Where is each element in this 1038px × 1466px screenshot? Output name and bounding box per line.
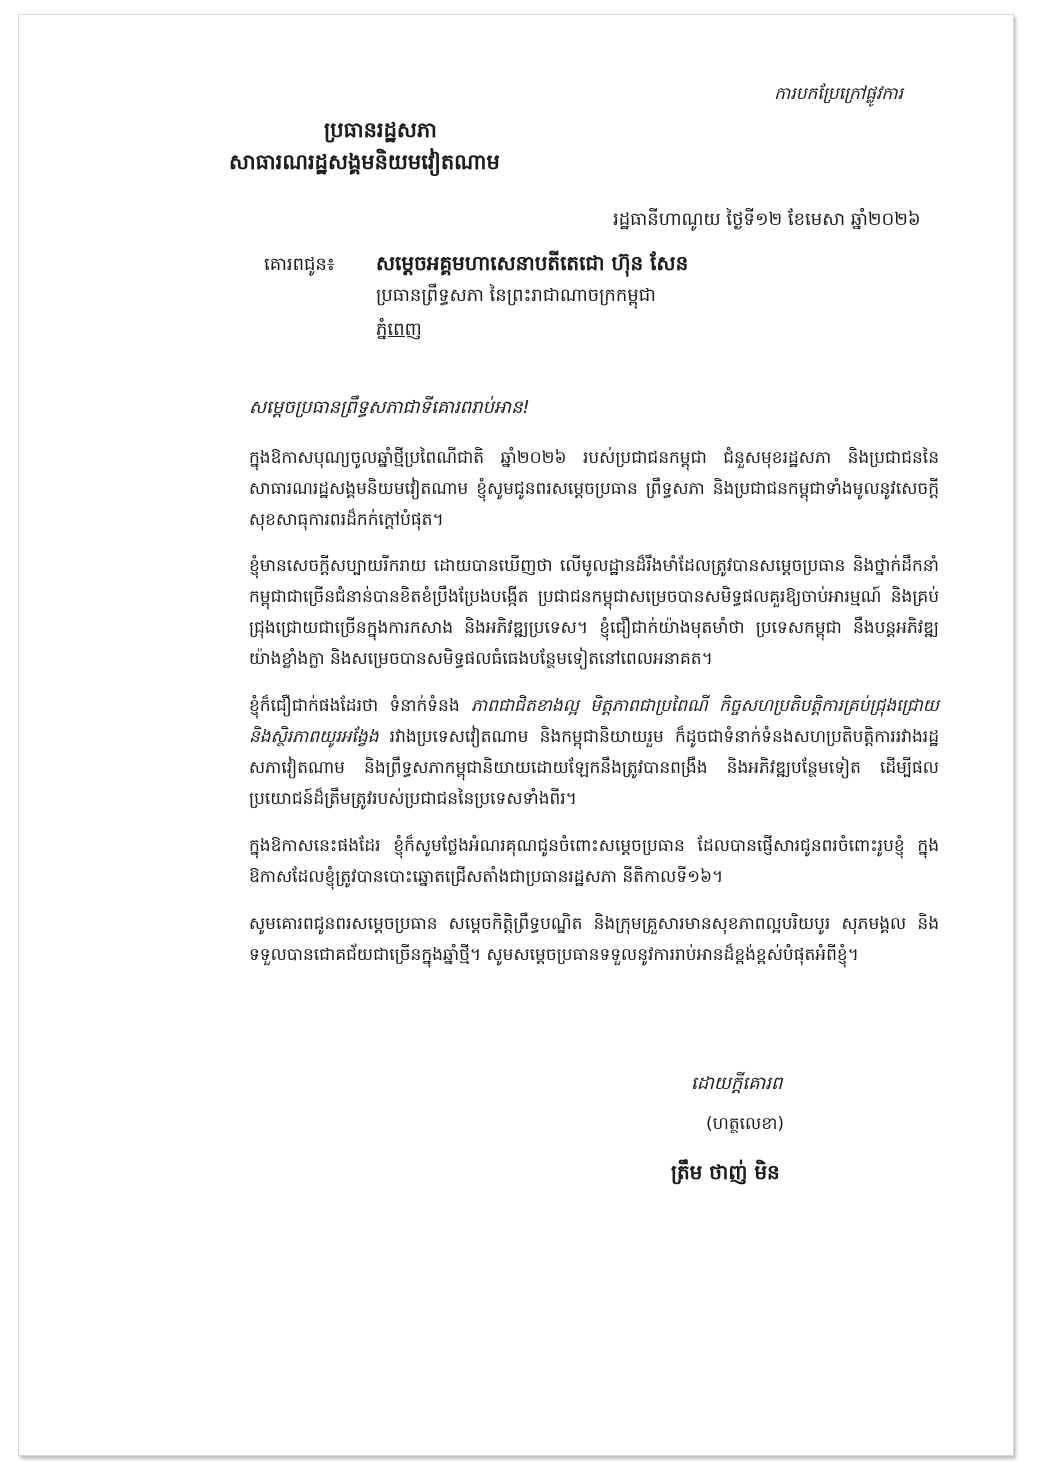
unofficial-translation-note: ការបកប្រែក្រៅផ្លូវការ xyxy=(774,84,903,104)
recipient-place: ភ្នំពេញ xyxy=(376,319,422,340)
recipient-name: សម្ដេចអគ្គមហាសេនាបតីតេជោ ហ៊ុន សែន xyxy=(376,251,689,275)
closing-phrase: ដោយក្ដីគោរព xyxy=(691,1073,783,1094)
sender-country: សាធារណរដ្ឋសង្គមនិយមវៀតណាម xyxy=(229,150,500,174)
letter-page xyxy=(18,14,1014,1456)
sender-title: ប្រធានរដ្ឋសភា xyxy=(324,118,437,142)
date-line: រដ្ឋធានីហាណូយ ថ្ងៃទី១២ ខែមេសា ឆ្នាំ២០២៦ xyxy=(613,209,921,230)
recipient-title: ប្រធានព្រឹទ្ធសភា នៃព្រះរាជាណាចក្រកម្ពុជា xyxy=(376,285,656,306)
body-paragraph-3: ខ្ញុំក៏ជឿជាក់ផងដែរថា ទំនាក់ទំនង ភាពជាជិតខាងល្អ មិត្តភាពជាប្រពៃណី កិច្ចសហប្រតិបត្តិការគ្រប់ជ្រុងជ្រោយ និងស្ថិរភាពយូរអង្វែង រវាងប្រទេសវៀតណាម និងកម្ពុជានិយាយរួម ក៏ដូចជាទំនាក់ទំនងសហប្រតិបត្តិការរវាងរដ្ឋសភាវៀតណាម និងព្រឹទ្ធសភាកម្ពុជានិយាយដោយឡែកនឹងត្រូវបានពង្រឹង និងអភិវឌ្ឍបន្ថែមទៀត ដើម្បីផលប្រយោជន៍ដ៏ត្រឹមត្រូវរបស់ប្រជាជននៃប្រទេសទាំងពីរ។ xyxy=(249,696,939,809)
body-paragraph-5: សូមគោរពជូនពរសម្ដេចប្រធាន សម្ដេចកិត្តិព្រឹទ្ធបណ្ឌិត និងក្រុមគ្រួសារមានសុខភាពល្អបរិយបូរ សុភមង្គល និងទទួលបានជោគជ័យជាច្រើនក្នុងឆ្នាំថ្មី។ សូមសម្ដេចប្រធានទទួលនូវការរាប់អានដ៏ខ្ពង់ខ្ពស់បំផុតអំពីខ្ញុំ។ xyxy=(249,914,939,965)
body-paragraph-2: ខ្ញុំមានសេចក្ដីសប្បាយរីករាយ ដោយបានឃើញថា លើមូលដ្ឋានដ៏រឹងមាំដែលត្រូវបានសម្ដេចប្រធាន និងថ្នាក់ដឹកនាំកម្ពុជាជាច្រើនជំនាន់បានខិតខំប្រឹងប្រែងបង្កើត ប្រជាជនកម្ពុជាសម្រេចបានសមិទ្ធផលគួរឱ្យចាប់អារម្មណ៍ និងគ្រប់ជ្រុងជ្រោយជាច្រើនក្នុងការកសាង និងអភិវឌ្ឍប្រទេស។ ខ្ញុំជឿជាក់យ៉ាងមុតមាំថា ប្រទេសកម្ពុជា នឹងបន្តអភិវឌ្ឍយ៉ាងខ្លាំងក្លា និងសម្រេចបានសមិទ្ធផលធំធេងបន្ថែមទៀតនៅពេលអនាគត។ xyxy=(249,556,939,669)
recipient-label: គោរពជូន៖ xyxy=(264,254,335,275)
salutation: សម្ដេចប្រធានព្រឹទ្ធសភាជាទីគោរពរាប់អាន! xyxy=(249,397,530,418)
signature-note: (ហត្ថលេខា) xyxy=(706,1114,785,1134)
body-paragraph-4: ក្នុងឱកាសនេះផងដែរ ខ្ញុំក៏សូមថ្លែងអំណរគុណជូនចំពោះសម្ដេចប្រធាន ដែលបានផ្ញើសារជូនពរចំពោះរូបខ្ញុំ ក្នុងឱកាសដែលខ្ញុំត្រូវបានបោះឆ្នោតជ្រើសតាំងជាប្រធានរដ្ឋសភា នីតិកាលទី១៦។ xyxy=(249,836,939,887)
body-paragraph-1: ក្នុងឱកាសបុណ្យចូលឆ្នាំថ្មីប្រពៃណីជាតិ ឆ្នាំ២០២៦ របស់ប្រជាជនកម្ពុជា ជំនួសមុខរដ្ឋសភា និងប្រជាជននៃសាធារណរដ្ឋសង្គមនិយមវៀតណាម ខ្ញុំសូមជូនពរសម្ដេចប្រធាន ព្រឹទ្ធសភា និងប្រជាជនកម្ពុជាទាំងមូលនូវសេចក្ដីសុខសាធុការពរដ៏កក់ក្ដៅបំផុត។ xyxy=(249,448,939,530)
relationship-phrase: ភាពជាជិតខាងល្អ មិត្តភាពជាប្រពៃណី កិច្ចសហប្រតិបត្តិការគ្រប់ជ្រុងជ្រោយ និងស្ថិរភាពយូរអង្វែង xyxy=(249,696,939,747)
signer-name: ត្រឹម ថាញ់ មិន xyxy=(671,1160,780,1184)
